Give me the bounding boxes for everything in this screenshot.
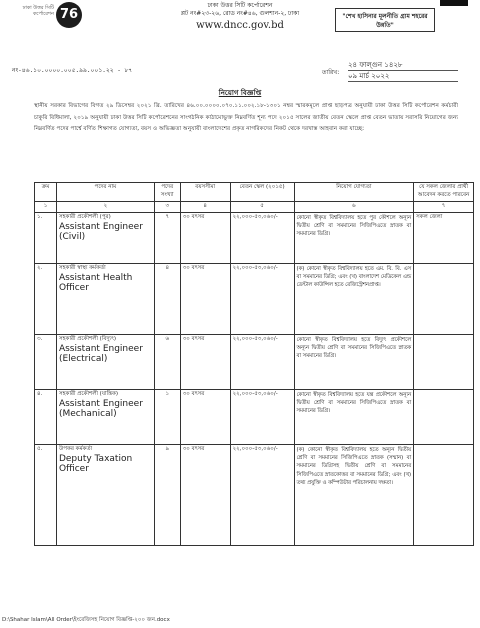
post-title: সহকারী স্বাস্থ্য কর্মকর্তা Assistant Health Officer [56,264,154,335]
table-row [35,335,474,390]
col-header: বয়সসীমা [180,183,230,202]
pay-scale: ২২,০০০-৫৩,০৬০/- [230,335,294,390]
age-limit: ৩০ বৎসর [180,213,230,264]
date-label: তারিখ: [322,69,340,76]
post-count: ৬ [154,335,180,390]
pay-scale: ২২,০০০-৫৩,০৬০/- [230,213,294,264]
row-serial: ২. [35,264,57,335]
row-serial: ৫. [35,445,57,546]
col-header: পদের নাম [56,183,154,202]
logo-text: ঢাকা উত্তর সিটি কর্পোরেশন [22,5,54,17]
col-number: ৪ [180,202,230,213]
col-header: ক্রম [35,183,57,202]
website-link[interactable]: www.dncc.gov.bd [196,20,284,31]
date-english: ০৯ মার্চ ২০২২ [348,71,458,82]
date-block [348,60,458,82]
post-count: ৪ [154,264,180,335]
col-number: ২ [56,202,154,213]
row-serial: ৩. [35,335,57,390]
table-row [35,213,474,264]
table-header-row [35,183,474,202]
dncc-logo [8,2,88,28]
post-title: সহকারী প্রকৌশলী (পুর) Assistant Engineer (Civil) [56,213,154,264]
vacancy-table [34,182,474,546]
qualification: কোনো স্বীকৃত বিশ্ববিদ্যালয় হতে পুর কৌশলে অন্যূন দ্বিতীয় শ্রেণি বা সমমানের সিজিপিএতে স্নাতক বা সমমানের ডিগ্রি। [294,213,414,264]
memo-number: নং-৪৬.১০.০০০০.০০৫.৯৯.০০১.২২ - ৮৭ [12,67,133,74]
page-title: নিয়োগ বিজ্ঞপ্তি [218,89,262,97]
row-serial: ৪. [35,390,57,445]
eligible-districts [414,335,474,390]
column-number-row [35,202,474,213]
logo-badge: 76 [56,2,82,28]
org-block [150,2,330,18]
pay-scale: ২২,০০০-৫৩,০৬০/- [230,264,294,335]
date-bangla: ২৪ ফাল্গুন ১৪২৮ [348,60,458,71]
age-limit: ৩০ বৎসর [180,335,230,390]
post-count: ৯ [154,445,180,546]
post-title: সহকারী প্রকৌশলী (যান্ত্রিক) Assistant Engineer (Mechanical) [56,390,154,445]
post-count: ৭ [154,213,180,264]
table-row [35,445,474,546]
col-number: ৫ [230,202,294,213]
col-header: যে সকল জেলার প্রার্থী আবেদন করতে পারবেন [414,183,474,202]
row-serial: ১. [35,213,57,264]
qualification: (ক) কোনো স্বীকৃত বিশ্ববিদ্যালয় হতে এম. বি. বি. এস বা সমমানের ডিগ্রি; এবং (খ) বাংলাদেশ মেডিকেল এন্ড ডেন্টাল কাউন্সিল হতে রেজিস্ট্রেশনপ্রাপ্ত। [294,264,414,335]
table-row [35,264,474,335]
eligible-districts [414,390,474,445]
qualification: (ক) কোনো স্বীকৃত বিশ্ববিদ্যালয় হতে অন্যূন দ্বিতীয় শ্রেণি বা সমমানের সিজিপিএতে স্নাতক (সম্মান) বা সমমানের ডিগ্রিসহ দ্বিতীয় শ্রেণি বা সমমানের সিজিপিএতে স্নাতকোত্তর বা সমমানের ডিগ্রি; এবং (খ) তথ্য প্রযুক্তি ও কম্পিউটার পরিচালনায় দক্ষতা। [294,445,414,546]
decorative-bar [440,0,468,6]
post-count: ১ [154,390,180,445]
qualification: কোনো স্বীকৃত বিশ্ববিদ্যালয় হতে যন্ত্র প্রকৌশলে অন্যূন দ্বিতীয় শ্রেণি বা সমমানের সিজিপিএতে স্নাতক বা সমমানের ডিগ্রি। [294,390,414,445]
col-header: পদের সংখ্যা [154,183,180,202]
table-row [35,390,474,445]
col-header: নিয়োগ যোগ্যতা [294,183,414,202]
eligible-districts [414,264,474,335]
age-limit: ৩০ বৎসর [180,264,230,335]
col-number: ৭ [414,202,474,213]
org-name: ঢাকা উত্তর সিটি কর্পোরেশন [207,2,273,9]
col-number: ৬ [294,202,414,213]
org-address: প্লট নং#২৩-২৬, রোড নং#৪৬, গুলশান-২, ঢাকা [180,10,300,17]
col-number: ১ [35,202,57,213]
eligible-districts [414,445,474,546]
post-title: সহকারী প্রকৌশলী (বিদ্যুৎ) Assistant Engineer (Electrical) [56,335,154,390]
col-number: ৩ [154,202,180,213]
intro-paragraph: স্থানীয় সরকার বিভাগের বিগত ২৯ ডিসেম্বর ২০২১ খ্রি. তারিখের ৪৬.০০.০০০০.০৭০.১১.০০২.১৮-১৩০১ নম্বর স্মারকমূলে প্রাপ্ত ছাড়পত্র অনুযায়ী ঢাকা উত্তর সিটি কর্পোরেশন কর্মচারী চাকুরি বিধিমালা, ২০১৯ অনুযায়ী ঢাকা উত্তর সিটি কর্পোরেশনের সাংগঠনিক কাঠামোভুক্ত নিম্নবর্ণিত শূন্য পদে ২০১৫ সালের জাতীয় বেতন স্কেলে প্রাপ্ত বেতন ভাতায় সরাসরি নিয়োগের জন্য নিম্নবর্ণিত পদের পার্শ্বে বর্ণিত শিক্ষাগত যোগ্যতা, বয়স ও অভিজ্ঞতা অনুযায়ী বাংলাদেশের প্রকৃত নাগরিকদের নিকট থেকে দরখাস্ত আহবান করা যাচ্ছে: [34,103,458,133]
qualification: কোনো স্বীকৃত বিশ্ববিদ্যালয় হতে বিদ্যুৎ প্রকৌশলে অন্যূন দ্বিতীয় শ্রেণি বা সমমানের সিজিপিএতে স্নাতক বা সমমানের ডিগ্রি। [294,335,414,390]
file-path-footer: D:\Shahar Islam\All Order\ইংরেজিসহ নিয়োগ বিজ্ঞপ্তি-২০০ জন.docx [2,617,170,623]
post-title: উপকর কর্মকর্তা Deputy Taxation Officer [56,445,154,546]
age-limit: ৩০ বৎসর [180,390,230,445]
age-limit: ৩০ বৎসর [180,445,230,546]
pay-scale: ২২,০০০-৫৩,০৬০/- [230,445,294,546]
slogan-box: "শেখ হাসিনার মূলনীতি গ্রাম শহরের উন্নতি" [335,8,435,32]
pay-scale: ২২,০০০-৫৩,০৬০/- [230,390,294,445]
col-header: বেতন স্কেল (২০১৫) [230,183,294,202]
eligible-districts: সকল জেলা [414,213,474,264]
